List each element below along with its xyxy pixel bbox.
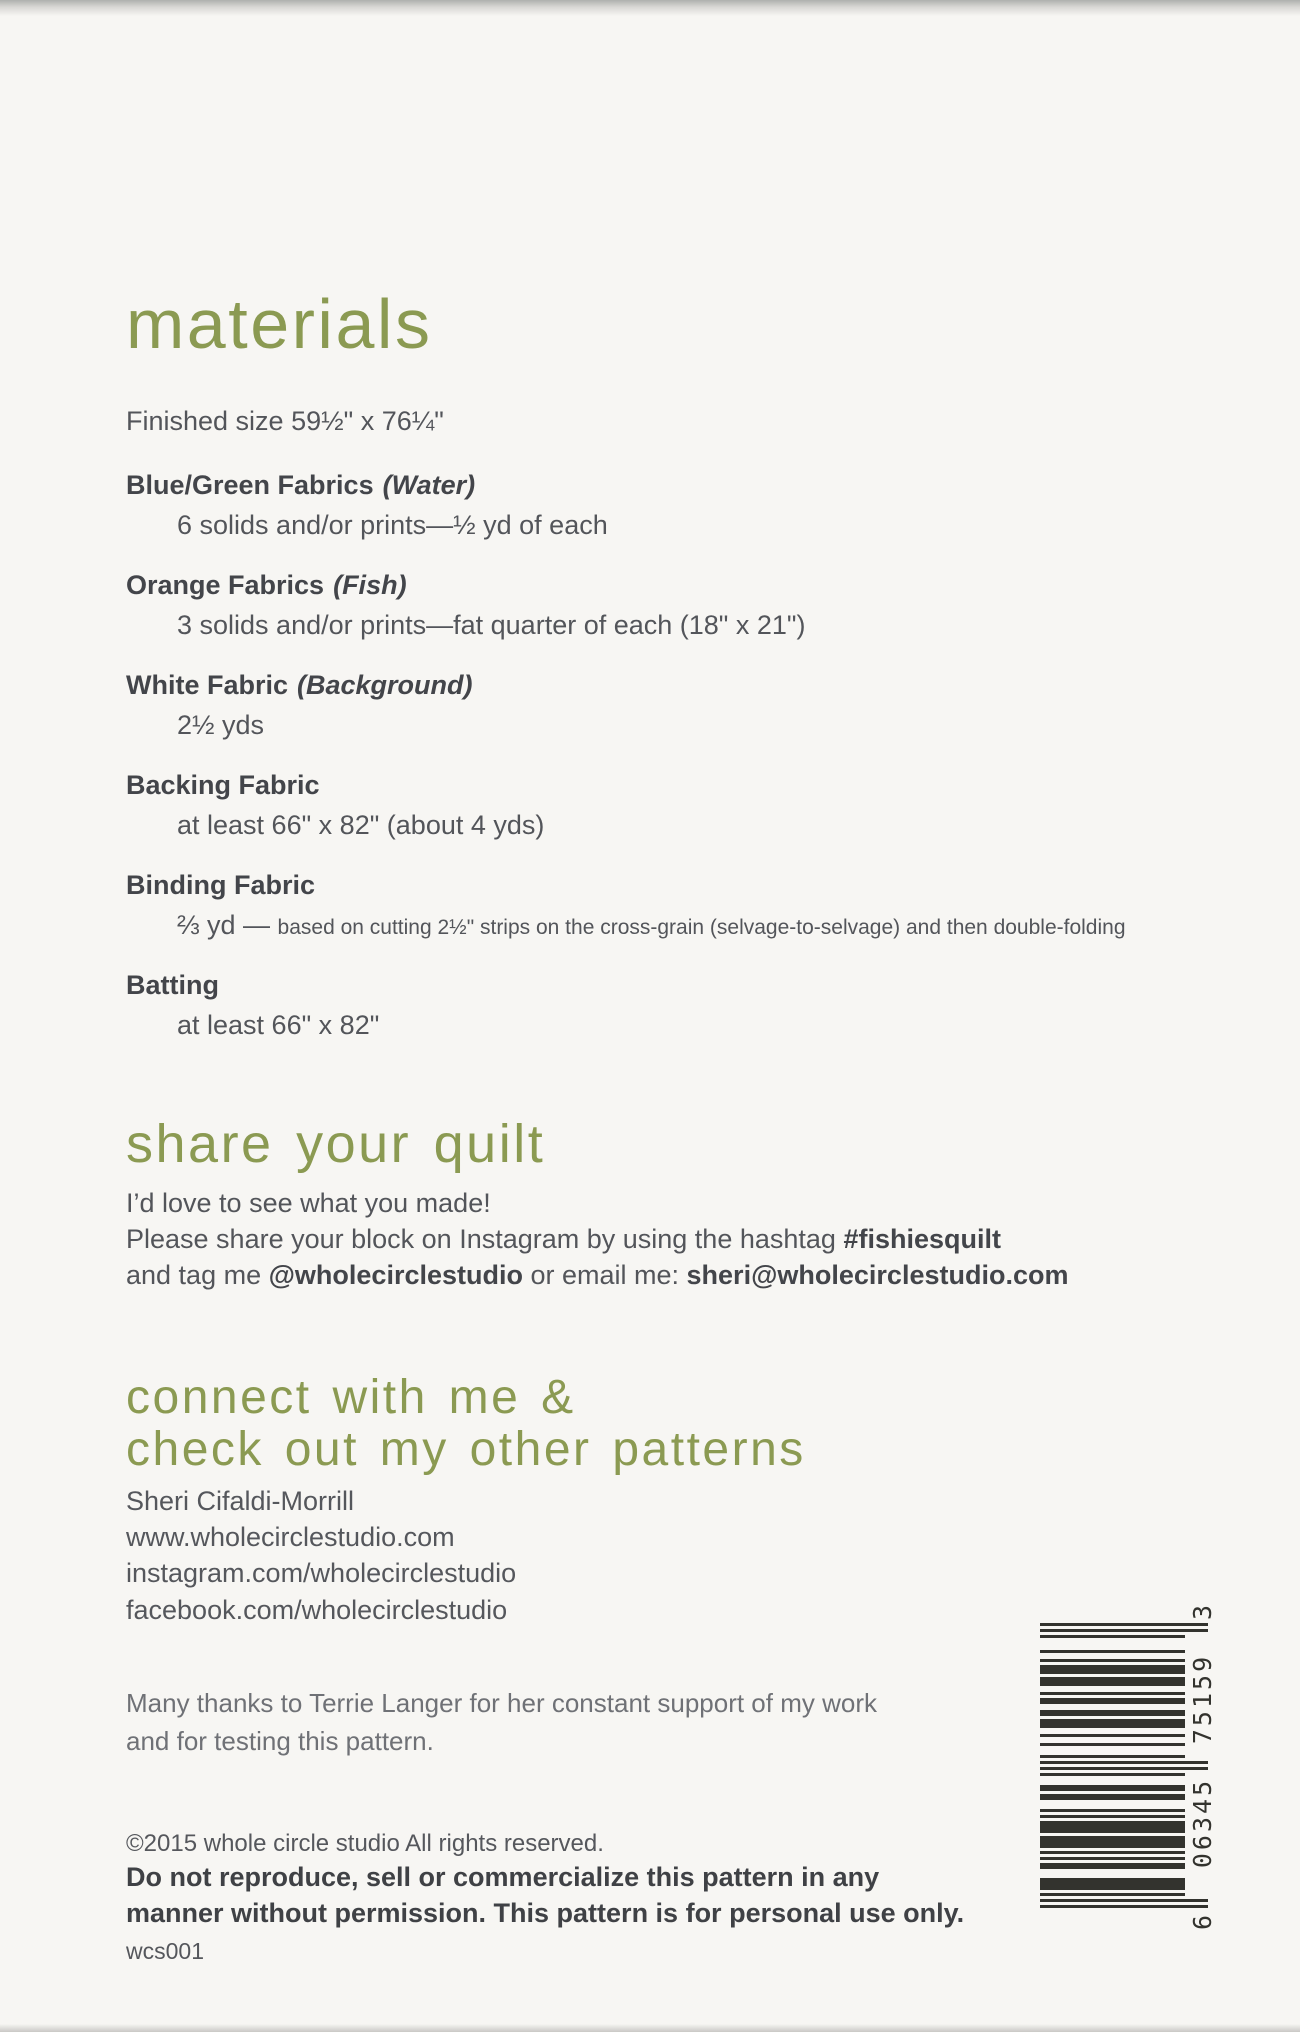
material-item-header [126,870,324,901]
share-heading: share your quilt [126,1114,546,1174]
barcode-digit-group: 06345 [1188,1777,1217,1869]
material-name: White Fabric [126,670,289,700]
upc-barcode [1040,1600,1255,1930]
thanks-line-1: Many thanks to Terrie Langer for her constant support of my work [126,1688,877,1718]
sku-text: wcs001 [126,1938,204,1964]
connect-heading-line1: connect with me & [126,1371,576,1424]
share-line3-mid-text: or email me: [522,1260,687,1290]
notice-line-2: manner without permission. This pattern is for personal use only. [126,1898,965,1928]
material-item-detail [177,910,1126,941]
share-line3-text: and tag me [126,1260,269,1290]
barcode-bars [1040,1623,1210,1908]
connect-heading [126,1372,806,1476]
email-text: sheri@wholecirclestudio.com [686,1260,1069,1290]
connect-heading-line2: check out my other patterns [126,1423,806,1476]
material-item-header [126,970,228,1001]
thanks-line-2: and for testing this pattern. [126,1726,434,1756]
author-name: Sheri Cifaldi-Morrill [126,1486,355,1516]
material-detail-text: 3 solids and/or prints—fat quarter of each (18" x 21") [177,610,806,640]
material-item-detail [177,810,544,841]
material-name: Orange Fabrics [126,570,325,600]
material-item-detail [177,710,264,741]
finished-size-text: Finished size 59½" x 76¼" [126,406,444,436]
material-detail-text: 2½ yds [177,710,265,740]
material-qualifier: (Water) [382,470,476,500]
notice-line-1: Do not reproduce, sell or commercialize this pattern in any [126,1862,880,1892]
material-detail-text: ⅔ yd — [177,910,278,940]
material-item-header [126,470,475,501]
barcode-digit-group: 75159 [1188,1653,1217,1745]
facebook-link: facebook.com/wholecirclestudio [126,1595,508,1625]
material-name: Blue/Green Fabrics [126,470,374,500]
material-qualifier: (Fish) [333,570,407,600]
hashtag-text: #fishiesquilt [843,1224,1001,1254]
material-name: Batting [126,970,219,1000]
share-line-2 [126,1224,1001,1255]
share-line-3 [126,1260,1068,1291]
material-item-detail [177,510,608,541]
material-item-detail [177,1010,379,1041]
share-line2-text: Please share your block on Instagram by using the hashtag [126,1224,844,1254]
material-detail-text: at least 66" x 82" [177,1010,380,1040]
material-qualifier: (Background) [297,670,473,700]
material-item-detail [177,610,806,641]
material-item-header [126,670,473,701]
copyright-text: ©2015 whole circle studio All rights reserved. [126,1830,604,1857]
share-line-1: I’d love to see what you made! [126,1188,491,1218]
instagram-handle-text: @wholecirclestudio [268,1260,523,1290]
material-detail-text: 6 solids and/or prints—½ yd of each [177,510,608,540]
instagram-link: instagram.com/wholecirclestudio [126,1558,517,1588]
website-link: www.wholecirclestudio.com [126,1522,455,1552]
material-item-header [126,570,407,601]
material-detail-text: at least 66" x 82" (about 4 yds) [177,810,545,840]
material-name: Binding Fabric [126,870,315,900]
barcode-digit-group: 6 [1188,1911,1217,1930]
materials-heading: materials [126,285,433,363]
barcode-digit-group: 3 [1188,1601,1217,1620]
material-item-header [126,770,329,801]
material-detail-small: based on cutting 2½" strips on the cross-grain (selvage-to-selvage) and then double-folding [277,916,1126,939]
material-name: Backing Fabric [126,770,320,800]
